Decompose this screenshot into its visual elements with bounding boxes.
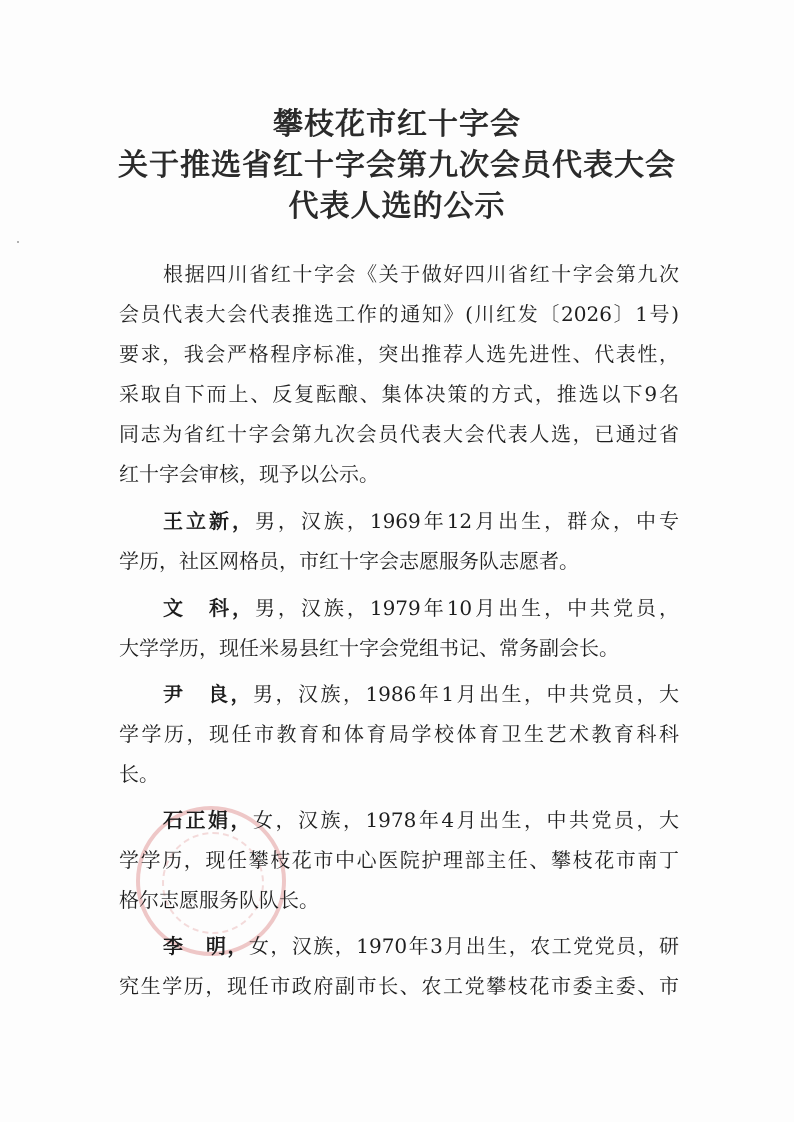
intro-line: 要求，我会严格程序标准，突出推荐人选先进性、代表性， (119, 342, 679, 366)
intro-line: 红十字会审核，现予以公示。 (119, 462, 379, 486)
candidate-line: 长。 (119, 762, 159, 786)
title-line-2: 关于推选省红十字会第九次会员代表大会 (118, 148, 676, 183)
candidate-details: 女，汉族，1978年4月出生，中共党员，大 (252, 808, 680, 832)
candidate-name: 石正娟， (163, 808, 253, 832)
title-line-3: 代表人选的公示 (288, 189, 506, 224)
candidate-entry (163, 596, 679, 620)
scan-speck (17, 241, 19, 243)
candidate-line: 学学历，现任市教育和体育局学校体育卫生艺术教育科科 (119, 722, 679, 746)
candidate-line: 学历，社区网格员，市红十字会志愿服务队志愿者。 (119, 549, 579, 573)
candidate-entry (163, 934, 679, 958)
candidate-entry (163, 808, 679, 832)
intro-line: 根据四川省红十字会《关于做好四川省红十字会第九次 (163, 262, 679, 286)
candidate-line: 究生学历，现任市政府副市长、农工党攀枝花市委主委、市 (119, 974, 679, 998)
candidate-details: 男，汉族，1986年1月出生，中共党员，大 (252, 682, 680, 706)
intro-line: 同志为省红十字会第九次会员代表大会代表人选，已通过省 (119, 422, 679, 446)
candidate-line: 格尔志愿服务队队长。 (119, 888, 319, 912)
intro-line: 会员代表大会代表推选工作的通知》(川红发〔2026〕1号) (119, 302, 679, 326)
candidate-details: 男，汉族，1979年10月出生，中共党员， (254, 596, 679, 620)
intro-line: 采取自下而上、反复酝酿、集体决策的方式，推选以下9名 (119, 382, 679, 406)
candidate-name: 李 明， (163, 934, 249, 958)
candidate-entry (163, 509, 679, 533)
candidate-name: 尹 良， (163, 682, 253, 706)
candidate-line: 大学学历，现任米易县红十字会党组书记、常务副会长。 (119, 636, 619, 660)
candidate-name: 文 科， (163, 596, 255, 620)
candidate-line: 学学历，现任攀枝花市中心医院护理部主任、攀枝花市南丁 (119, 848, 679, 872)
candidate-details: 女，汉族，1970年3月出生，农工党党员，研 (248, 934, 680, 958)
candidate-name: 王立新， (163, 509, 255, 533)
title-line-1: 攀枝花市红十字会 (273, 107, 521, 142)
candidate-entry (163, 682, 679, 706)
candidate-details: 男，汉族，1969年12月出生，群众，中专 (254, 509, 679, 533)
